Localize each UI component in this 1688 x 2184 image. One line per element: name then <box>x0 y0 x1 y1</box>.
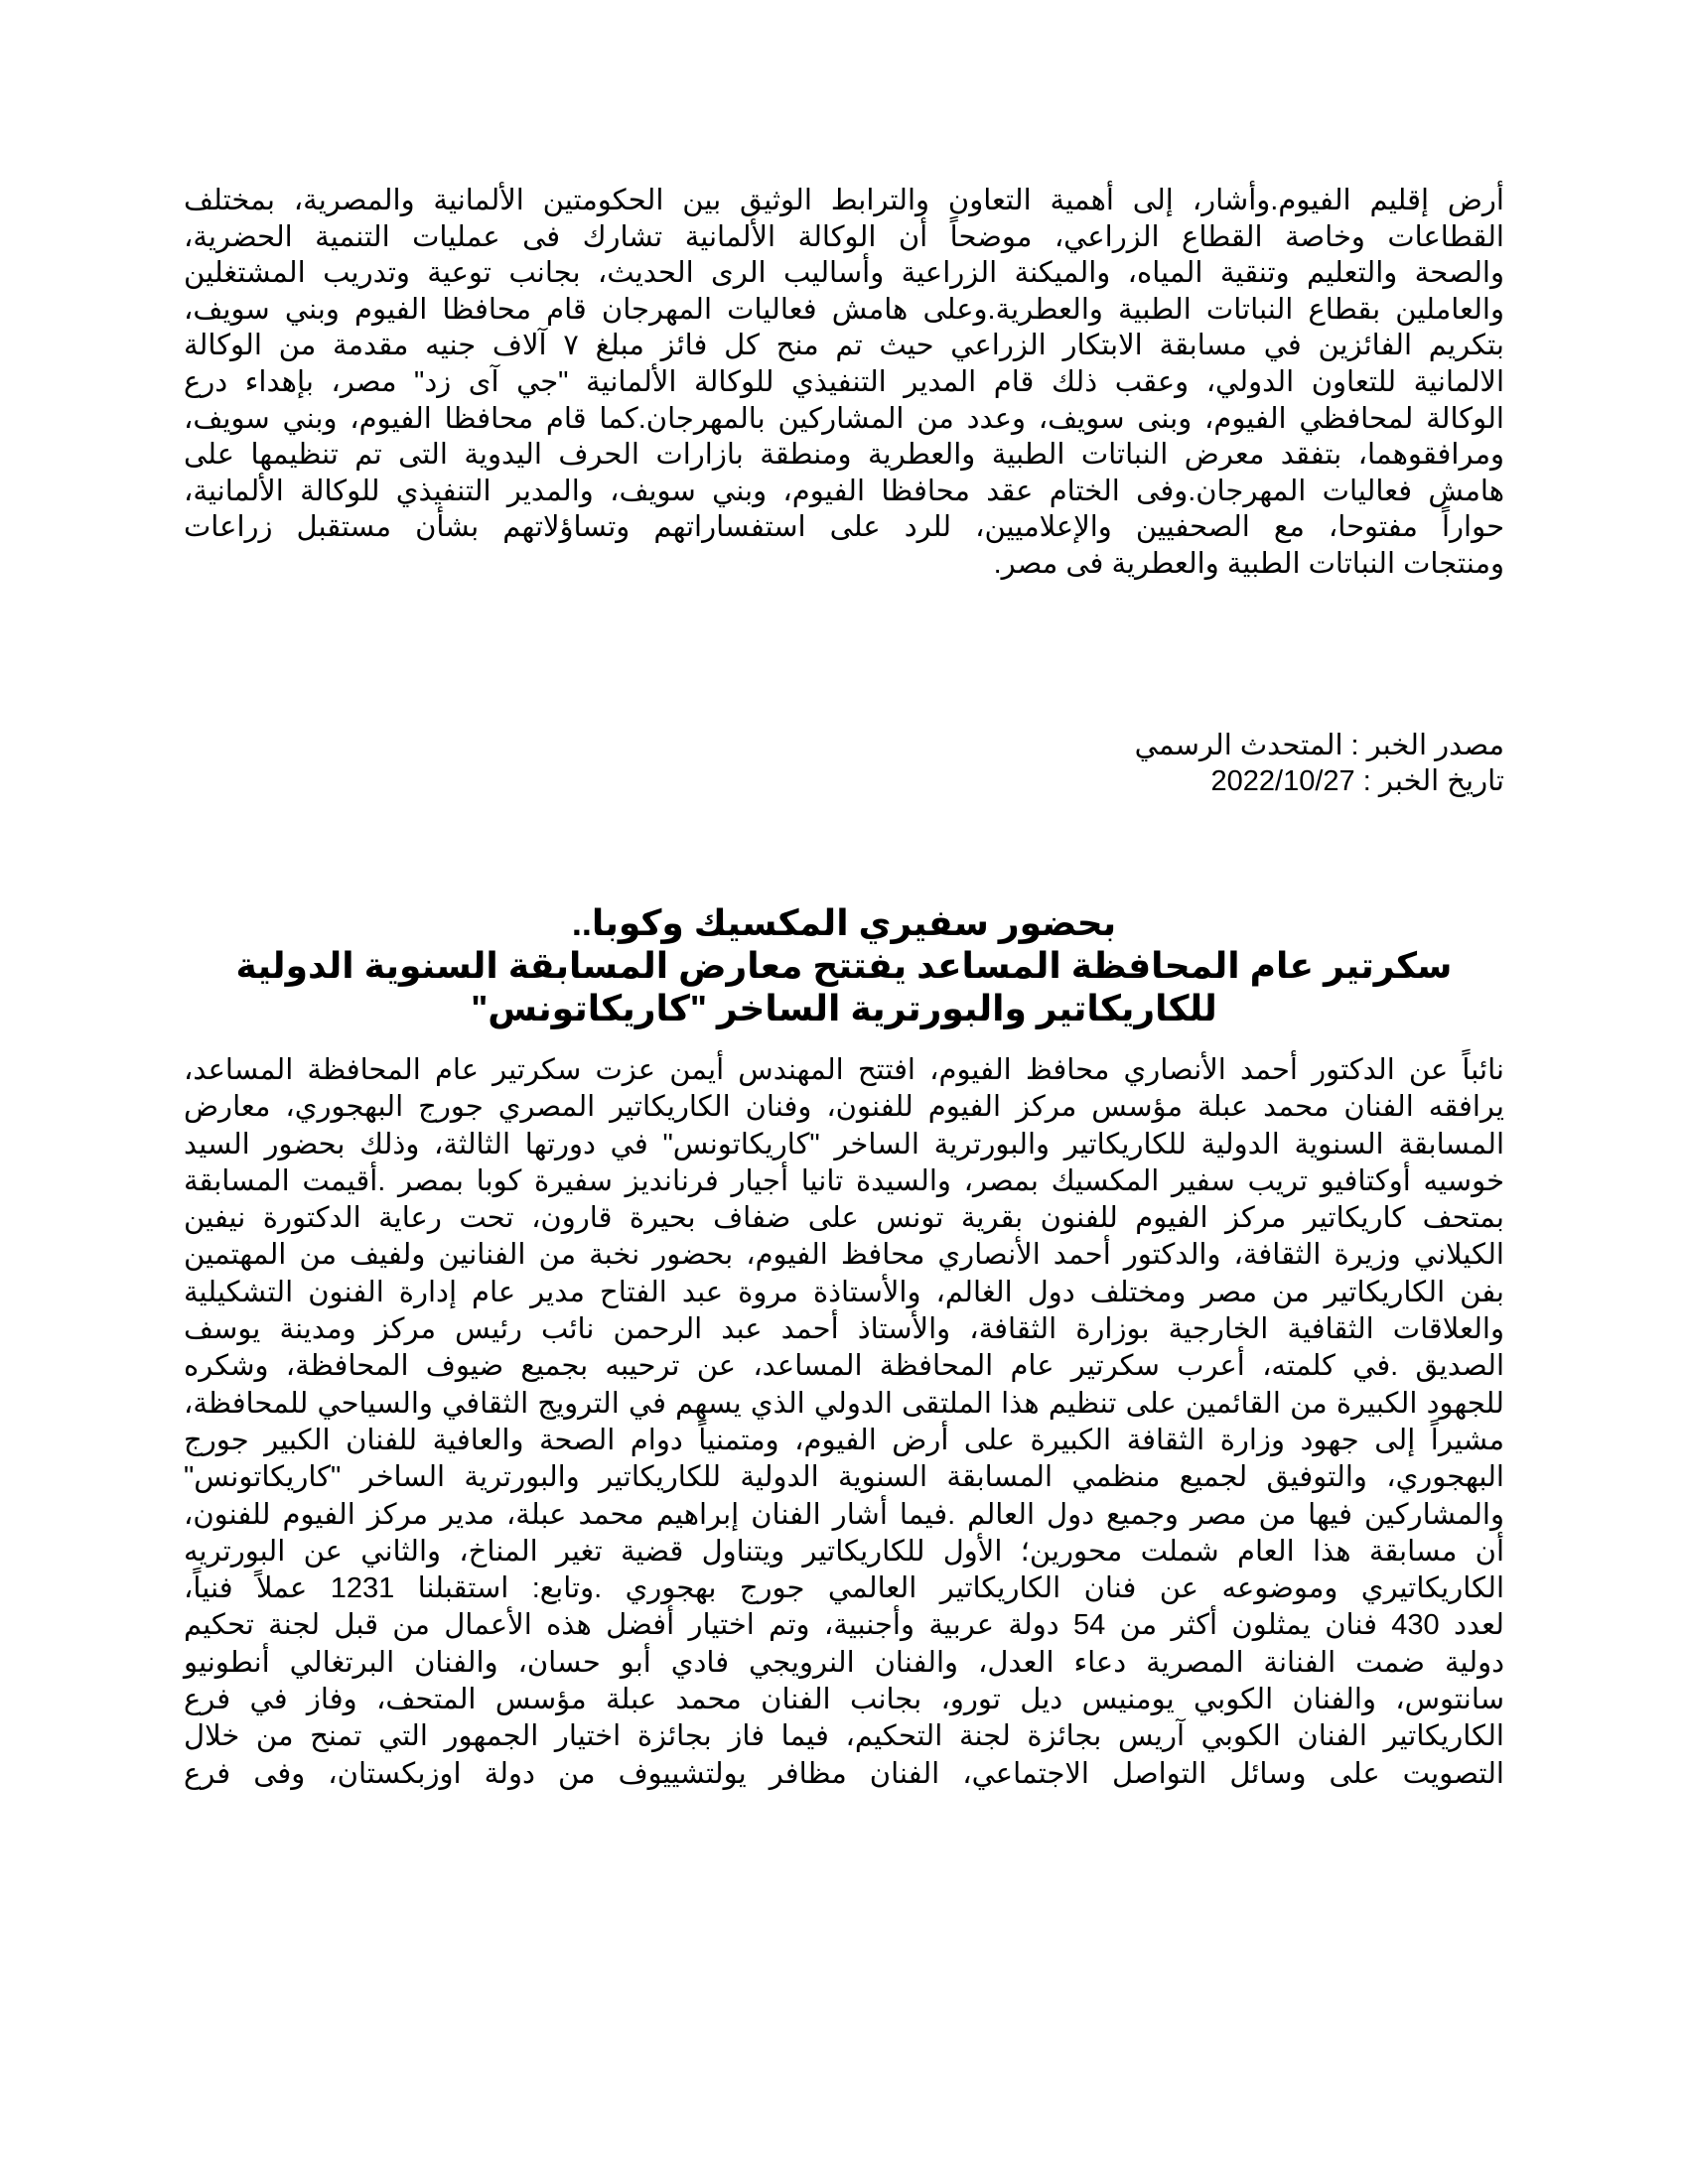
body-line: والمشاركين فيها من مصر وجميع دول العالم .فيما أشار الفنان إبراهيم محمد عبلة، مدير مركز الفيوم للفنون، <box>184 1498 1504 1531</box>
body-line: مشيراً إلى جهود وزارة الثقافة الكبيرة على أرض الفيوم، ومتمنياً دوام الصحة والعافية للفنان الكبير جورج <box>184 1424 1504 1456</box>
article-body <box>184 1052 1504 1793</box>
body-line: يرافقه الفنان محمد عبلة مؤسس مركز الفيوم للفنون، وفنان الكاريكاتير المصري جورج البهجوري، معارض <box>184 1091 1504 1124</box>
paragraph-line: والصحة والتعليم وتنقية المياه، والميكنة الزراعية وأساليب الرى الحديث، بجانب توعية وتدريب المشتغلين <box>184 257 1504 290</box>
body-line: المسابقة السنوية الدولية للكاريكاتير والبورترية الساخر "كاريكاتونس" في دورتها الثالثة، وذلك بحضور السيد <box>184 1128 1504 1160</box>
body-line: الصديق .في كلمته، أعرب سكرتير عام المحافظة المساعد، عن ترحيبه بجميع ضيوف المحافظة، وشكره <box>184 1350 1504 1383</box>
news-meta <box>184 728 1504 799</box>
news-source: مصدر الخبر : المتحدث الرسمي <box>1134 730 1504 761</box>
news-paragraph-1 <box>184 183 1504 583</box>
news-date: تاريخ الخبر : 2022/10/27 <box>1210 765 1504 797</box>
paragraph-line: حواراً مفتوحا، مع الصحفيين والإعلاميين، للرد على استفساراتهم وتساؤلاتهم بشأن مستقبل زراعات <box>184 511 1504 544</box>
paragraph-line: والعاملين بقطاع النباتات الطبية والعطرية.وعلى هامش فعاليات المهرجان قام محافظا الفيوم وبني سويف، <box>184 293 1504 326</box>
paragraph-line: الوكالة لمحافظي الفيوم، وبنى سويف، وعدد من المشاركين بالمهرجان.كما قام محافظا الفيوم، وبني سويف، <box>184 402 1504 435</box>
body-line: بفن الكاريكاتير من مصر ومختلف دول الغالم، والأستاذة مروة عبد الفتاح مدير عام إدارة الفنون التشكيلية <box>184 1276 1504 1308</box>
paragraph-line: ومنتجات النباتات الطبية والعطرية فى مصر. <box>993 547 1504 580</box>
title-line: للكاريكاتير والبورترية الساخر "كاريكاتونس" <box>471 988 1217 1028</box>
body-line: أن مسابقة هذا العام شملت محورين؛ الأول للكاريكاتير ويتناول قضية تغير المناخ، والثاني عن البورتريه <box>184 1535 1504 1568</box>
body-line: البهجوري، والتوفيق لجميع منظمي المسابقة السنوية الدولية للكاريكاتير والبورترية الساخر "كاريكاتونس" <box>184 1461 1504 1494</box>
body-line: دولية ضمت الفنانة المصرية دعاء العدل، والفنان النرويجي فادي أبو حسان، والفنان البرتغالي أنطونيو <box>184 1646 1504 1679</box>
body-line: لعدد 430 فنان يمثلون أكثر من 54 دولة عربية وأجنبية، وتم اختيار أفضل هذه الأعمال من قبل لجنة تحكيم <box>184 1609 1504 1642</box>
paragraph-line: الالمانية للتعاون الدولي، وعقب ذلك قام المدير التنفيذي للوكالة الألمانية "جي آى زد" مصر، بإهداء درع <box>184 365 1504 398</box>
body-line: سانتوس، والفنان الكوبي يومنيس ديل تورو، بجانب الفنان محمد عبلة مؤسس المتحف، وفاز في فرع <box>184 1684 1504 1716</box>
body-line: الكاريكاتير الفنان الكوبي آريس بجائزة لجنة التحكيم، فيما فاز بجائزة اختيار الجمهور التي تمنح من خلال <box>184 1720 1504 1753</box>
article-title <box>184 901 1504 1029</box>
body-line: نائباً عن الدكتور أحمد الأنصاري محافظ الفيوم، افتتح المهندس أيمن عزت سكرتير عام المحافظة المساعد، <box>184 1054 1504 1086</box>
body-line: الكيلاني وزيرة الثقافة، والدكتور أحمد الأنصاري محافظ الفيوم، بحضور نخبة من الفنانين ولفيف من المهتمين <box>184 1239 1504 1272</box>
paragraph-line: ومرافقوهما، بتفقد معرض النباتات الطبية والعطرية ومنطقة بازارات الحرف اليدوية التى تم تنظيمها على <box>184 439 1504 472</box>
paragraph-line: هامش فعاليات المهرجان.وفى الختام عقد محافظا الفيوم، وبني سويف، والمدير التنفيذي للوكالة الألمانية، <box>184 475 1504 507</box>
body-line: بمتحف كاريكاتير مركز الفيوم للفنون بقرية تونس على ضفاف بحيرة قارون، تحت رعاية الدكتورة نيفين <box>184 1202 1504 1235</box>
paragraph-line: بتكريم الفائزين في مسابقة الابتكار الزراعي حيث تم منح كل فائز مبلغ ٧ آلاف جنيه مقدمة من الوكالة <box>184 330 1504 362</box>
body-line: خوسيه أوكتافيو تريب سفير المكسيك بمصر، والسيدة تانيا أجيار فرنانديز سفيرة كوبا بمصر .أقيمت المسابقة <box>184 1164 1504 1197</box>
paragraph-line: أرض إقليم الفيوم.وأشار، إلى أهمية التعاون والترابط الوثيق بين الحكومتين الألمانية والمصرية، بمختلف <box>184 185 1504 216</box>
body-line: للجهود الكبيرة من القائمين على تنظيم هذا الملتقى الدولي الذي يسهم في الترويج الثقافي والسياحي للمحافظة، <box>184 1387 1504 1420</box>
body-line: الكاريكاتيري وموضوعه عن فنان الكاريكاتير العالمي جورج بهجوري .وتابع: استقبلنا 1231 عملاً فنياً، <box>184 1572 1504 1605</box>
paragraph-line: القطاعات وخاصة القطاع الزراعي، موضحاً أن الوكالة الألمانية تشارك فى عمليات التنمية الحضرية، <box>184 220 1504 253</box>
body-line: والعلاقات الثقافية الخارجية بوزارة الثقافة، والأستاذ أحمد عبد الرحمن نائب رئيس مركز ومدينة يوسف <box>184 1313 1504 1346</box>
body-line: التصويت على وسائل التواصل الاجتماعي، الفنان مظافر يولتشييوف من دولة اوزبكستان، وفى فرع <box>184 1757 1504 1790</box>
title-line: بحضور سفيري المكسيك وكوبا.. <box>571 902 1117 943</box>
title-line: سكرتير عام المحافظة المساعد يفتتح معارض المسابقة السنوية الدولية <box>235 945 1453 986</box>
